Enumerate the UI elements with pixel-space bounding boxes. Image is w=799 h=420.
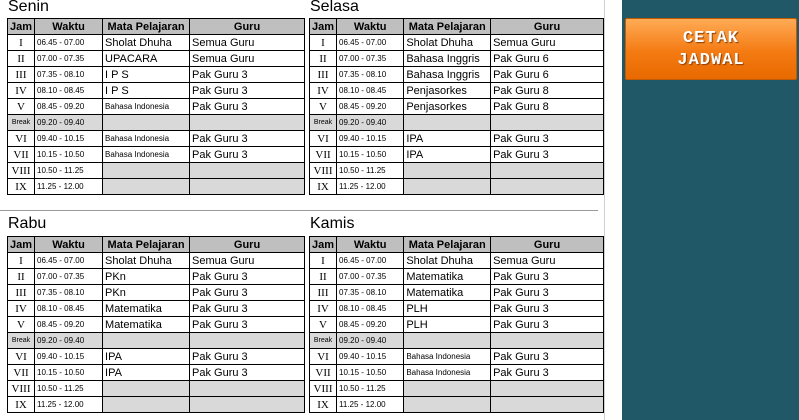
header-jam[interactable]: Jam <box>310 19 337 35</box>
cell-guru[interactable]: Pak Guru 3 <box>491 365 604 381</box>
cell-guru[interactable] <box>190 333 305 349</box>
cell-jam[interactable]: VII <box>8 147 35 163</box>
cell-mapel[interactable]: IPA <box>404 147 491 163</box>
cell-mapel[interactable]: Bahasa Indonesia <box>404 349 491 365</box>
table-row <box>310 115 604 131</box>
cell-waktu[interactable]: 07.35 - 08.10 <box>35 67 103 83</box>
table-row <box>310 35 604 51</box>
cell-guru[interactable]: Pak Guru 3 <box>190 285 305 301</box>
cell-mapel[interactable] <box>103 333 190 349</box>
cell-jam[interactable]: IV <box>310 301 337 317</box>
cell-waktu[interactable]: 09.20 - 09.40 <box>337 333 404 349</box>
table-row <box>310 301 604 317</box>
cell-guru[interactable] <box>190 115 305 131</box>
cell-jam[interactable]: IX <box>310 179 337 195</box>
schedule-table-kamis <box>309 236 604 413</box>
table-row <box>8 381 305 397</box>
table-row <box>8 99 305 115</box>
day-title-selasa: Selasa <box>310 0 359 15</box>
cetak-label: CETAK <box>682 29 739 48</box>
cell-jam[interactable]: VIII <box>8 163 35 179</box>
cell-waktu[interactable]: 10.50 - 11.25 <box>337 381 404 397</box>
cell-waktu[interactable]: 07.35 - 08.10 <box>35 285 103 301</box>
cell-waktu[interactable]: 06.45 - 07.00 <box>337 35 404 51</box>
cell-jam[interactable]: III <box>8 285 35 301</box>
cell-mapel[interactable]: Sholat Dhuha <box>103 253 190 269</box>
header-jam[interactable]: Jam <box>8 237 35 253</box>
table-row <box>310 333 604 349</box>
cell-mapel[interactable]: PLH <box>404 301 491 317</box>
cell-jam[interactable]: Break <box>8 115 35 131</box>
cell-jam[interactable]: VI <box>8 131 35 147</box>
header-mapel[interactable]: Mata Pelajaran <box>103 237 190 253</box>
cell-waktu[interactable]: 10.15 - 10.50 <box>337 365 404 381</box>
cell-mapel[interactable]: PKn <box>103 269 190 285</box>
table-row <box>310 349 604 365</box>
cell-guru[interactable]: Pak Guru 3 <box>491 285 604 301</box>
cell-waktu[interactable]: 11.25 - 12.00 <box>35 179 103 195</box>
table-row <box>8 179 305 195</box>
day-title-rabu: Rabu <box>8 215 47 232</box>
table-row <box>310 381 604 397</box>
cell-waktu[interactable]: 08.10 - 08.45 <box>35 83 103 99</box>
cell-waktu[interactable]: 09.40 - 10.15 <box>35 349 103 365</box>
cell-jam[interactable]: VIII <box>8 381 35 397</box>
table-row <box>8 163 305 179</box>
cell-guru[interactable] <box>491 163 604 179</box>
table-row <box>8 51 305 67</box>
cell-mapel[interactable]: Bahasa Inggris <box>404 67 491 83</box>
header-row <box>310 237 604 253</box>
cell-mapel[interactable]: UPACARA <box>103 51 190 67</box>
cell-waktu[interactable]: 10.15 - 10.50 <box>35 365 103 381</box>
cell-mapel[interactable] <box>103 115 190 131</box>
table-row <box>310 51 604 67</box>
sheet-gap <box>605 0 622 420</box>
header-guru[interactable]: Guru <box>491 19 604 35</box>
cell-guru[interactable] <box>491 381 604 397</box>
cell-guru[interactable]: Semua Guru <box>491 253 604 269</box>
table-row <box>8 333 305 349</box>
day-title-kamis: Kamis <box>310 215 355 232</box>
cell-jam[interactable]: VII <box>8 365 35 381</box>
table-row <box>8 131 305 147</box>
cell-jam[interactable]: III <box>310 67 337 83</box>
header-jam[interactable]: Jam <box>8 19 35 35</box>
cell-jam[interactable]: II <box>310 269 337 285</box>
cell-guru[interactable] <box>190 397 305 413</box>
cell-waktu[interactable]: 09.40 - 10.15 <box>35 131 103 147</box>
cell-jam[interactable]: Break <box>8 333 35 349</box>
table-row <box>8 115 305 131</box>
cell-jam[interactable]: IX <box>310 397 337 413</box>
schedule-table-rabu <box>7 236 305 413</box>
cell-mapel[interactable]: Matematika <box>103 301 190 317</box>
table-row <box>8 301 305 317</box>
table-row <box>310 253 604 269</box>
day-title-senin: Senin <box>8 0 49 15</box>
cell-guru[interactable]: Pak Guru 3 <box>190 99 305 115</box>
table-row <box>8 317 305 333</box>
cell-mapel[interactable]: Sholat Dhuha <box>103 35 190 51</box>
schedule-table-senin <box>7 18 305 195</box>
cell-waktu[interactable]: 08.45 - 09.20 <box>337 317 404 333</box>
cell-jam[interactable]: IX <box>8 397 35 413</box>
cell-guru[interactable] <box>491 397 604 413</box>
cell-jam[interactable]: II <box>8 269 35 285</box>
cell-mapel[interactable] <box>404 179 491 195</box>
cell-guru[interactable]: Pak Guru 3 <box>190 301 305 317</box>
header-jam[interactable]: Jam <box>310 237 337 253</box>
cell-waktu[interactable]: 10.50 - 11.25 <box>35 163 103 179</box>
cell-guru[interactable]: Pak Guru 3 <box>491 269 604 285</box>
table-row <box>310 317 604 333</box>
cell-waktu[interactable]: 08.10 - 08.45 <box>337 301 404 317</box>
cell-waktu[interactable]: 08.45 - 09.20 <box>35 317 103 333</box>
cell-jam[interactable]: VI <box>310 349 337 365</box>
cell-jam[interactable]: Break <box>310 333 337 349</box>
cell-waktu[interactable]: 07.35 - 08.10 <box>337 285 404 301</box>
table-row <box>8 397 305 413</box>
header-row <box>310 19 604 35</box>
table-row <box>310 99 604 115</box>
cell-waktu[interactable]: 08.10 - 08.45 <box>35 301 103 317</box>
table-row <box>310 163 604 179</box>
cell-guru[interactable] <box>190 163 305 179</box>
cell-guru[interactable]: Pak Guru 3 <box>491 147 604 163</box>
jadwal-label: JADWAL <box>677 51 745 70</box>
table-row <box>310 83 604 99</box>
cell-waktu[interactable]: 07.00 - 07.35 <box>35 269 103 285</box>
cell-waktu[interactable]: 10.50 - 11.25 <box>337 163 404 179</box>
table-row <box>310 67 604 83</box>
cell-jam[interactable]: VIII <box>310 163 337 179</box>
cell-jam[interactable]: VII <box>310 147 337 163</box>
cell-mapel[interactable]: Matematika <box>404 285 491 301</box>
cell-mapel[interactable]: Matematika <box>404 269 491 285</box>
cell-mapel[interactable]: PKn <box>103 285 190 301</box>
cell-mapel[interactable]: Sholat Dhuha <box>404 253 491 269</box>
cell-mapel[interactable]: Bahasa Indonesia <box>404 365 491 381</box>
cell-mapel[interactable]: Sholat Dhuha <box>404 35 491 51</box>
cell-guru[interactable]: Pak Guru 3 <box>190 131 305 147</box>
cell-jam[interactable]: V <box>8 317 35 333</box>
cell-jam[interactable]: II <box>310 51 337 67</box>
cell-waktu[interactable]: 10.15 - 10.50 <box>337 147 404 163</box>
cell-waktu[interactable]: 06.45 - 07.00 <box>337 253 404 269</box>
table-row <box>8 349 305 365</box>
cell-jam[interactable]: VII <box>310 365 337 381</box>
cell-jam[interactable]: I <box>8 35 35 51</box>
cell-mapel[interactable] <box>404 381 491 397</box>
cell-guru[interactable]: Pak Guru 6 <box>491 51 604 67</box>
cell-guru[interactable]: Pak Guru 3 <box>190 365 305 381</box>
sidebar-panel <box>622 0 799 420</box>
section-divider <box>0 210 598 211</box>
cell-waktu[interactable]: 08.45 - 09.20 <box>35 99 103 115</box>
cell-waktu[interactable]: 07.35 - 08.10 <box>337 67 404 83</box>
cell-guru[interactable]: Pak Guru 8 <box>491 83 604 99</box>
cell-jam[interactable]: IV <box>8 301 35 317</box>
cell-waktu[interactable]: 09.20 - 09.40 <box>35 333 103 349</box>
header-waktu[interactable]: Waktu <box>35 237 103 253</box>
table-row <box>8 83 305 99</box>
header-guru[interactable]: Guru <box>190 19 305 35</box>
table-row <box>8 365 305 381</box>
cetak-jadwal-button[interactable] <box>625 18 797 80</box>
cell-guru[interactable]: Pak Guru 3 <box>190 349 305 365</box>
cell-guru[interactable] <box>491 179 604 195</box>
table-row <box>310 131 604 147</box>
cell-guru[interactable]: Pak Guru 3 <box>190 83 305 99</box>
cell-waktu[interactable]: 10.15 - 10.50 <box>35 147 103 163</box>
table-row <box>8 147 305 163</box>
cell-jam[interactable]: II <box>8 51 35 67</box>
cell-waktu[interactable]: 07.00 - 07.35 <box>35 51 103 67</box>
table-row <box>8 285 305 301</box>
cell-mapel[interactable] <box>404 163 491 179</box>
cell-guru[interactable]: Pak Guru 3 <box>190 147 305 163</box>
table-row <box>8 35 305 51</box>
table-row <box>310 397 604 413</box>
cell-mapel[interactable]: IPA <box>103 349 190 365</box>
cell-waktu[interactable]: 09.40 - 10.15 <box>337 349 404 365</box>
cell-jam[interactable]: V <box>8 99 35 115</box>
cell-mapel[interactable]: Penjasorkes <box>404 83 491 99</box>
cell-waktu[interactable]: 09.40 - 10.15 <box>337 131 404 147</box>
cell-guru[interactable]: Pak Guru 3 <box>190 67 305 83</box>
cell-jam[interactable]: I <box>310 35 337 51</box>
cell-jam[interactable]: Break <box>310 115 337 131</box>
cell-mapel[interactable]: IPA <box>404 131 491 147</box>
cell-waktu[interactable]: 09.20 - 09.40 <box>35 115 103 131</box>
cell-jam[interactable]: VIII <box>310 381 337 397</box>
cell-waktu[interactable]: 10.50 - 11.25 <box>35 381 103 397</box>
header-row <box>8 19 305 35</box>
cell-waktu[interactable]: 06.45 - 07.00 <box>35 35 103 51</box>
cell-mapel[interactable]: I P S <box>103 83 190 99</box>
header-mapel[interactable]: Mata Pelajaran <box>404 19 491 35</box>
cell-jam[interactable]: V <box>310 99 337 115</box>
cell-jam[interactable]: I <box>8 253 35 269</box>
cell-waktu[interactable]: 07.00 - 07.35 <box>337 51 404 67</box>
table-row <box>8 67 305 83</box>
cell-guru[interactable]: Pak Guru 3 <box>491 349 604 365</box>
cell-guru[interactable] <box>190 179 305 195</box>
header-mapel[interactable]: Mata Pelajaran <box>404 237 491 253</box>
cell-jam[interactable]: IX <box>8 179 35 195</box>
cell-waktu[interactable]: 08.45 - 09.20 <box>337 99 404 115</box>
cell-mapel[interactable]: Bahasa Inggris <box>404 51 491 67</box>
table-row <box>8 253 305 269</box>
cell-jam[interactable]: III <box>8 67 35 83</box>
table-row <box>310 179 604 195</box>
table-row <box>310 285 604 301</box>
cell-mapel[interactable]: Bahasa Indonesia <box>103 147 190 163</box>
cell-guru[interactable]: Pak Guru 3 <box>491 301 604 317</box>
header-mapel[interactable]: Mata Pelajaran <box>103 19 190 35</box>
cell-waktu[interactable]: 08.10 - 08.45 <box>337 83 404 99</box>
cell-guru[interactable]: Pak Guru 3 <box>190 269 305 285</box>
header-guru[interactable]: Guru <box>190 237 305 253</box>
cell-waktu[interactable]: 07.00 - 07.35 <box>337 269 404 285</box>
cell-guru[interactable] <box>190 381 305 397</box>
header-row <box>8 237 305 253</box>
cell-guru[interactable] <box>491 333 604 349</box>
cell-mapel[interactable]: PLH <box>404 317 491 333</box>
table-row <box>310 365 604 381</box>
cell-waktu[interactable]: 11.25 - 12.00 <box>337 397 404 413</box>
cell-guru[interactable]: Pak Guru 6 <box>491 67 604 83</box>
cell-mapel[interactable] <box>404 397 491 413</box>
cell-mapel[interactable] <box>103 163 190 179</box>
cell-jam[interactable]: VI <box>8 349 35 365</box>
schedule-table-selasa <box>309 18 604 195</box>
cell-guru[interactable]: Pak Guru 8 <box>491 99 604 115</box>
cell-jam[interactable]: VI <box>310 131 337 147</box>
cell-guru[interactable]: Semua Guru <box>190 51 305 67</box>
cell-mapel[interactable] <box>103 381 190 397</box>
cell-mapel[interactable]: I P S <box>103 67 190 83</box>
header-waktu[interactable]: Waktu <box>337 237 404 253</box>
table-row <box>8 269 305 285</box>
cell-guru[interactable]: Semua Guru <box>190 253 305 269</box>
cell-guru[interactable] <box>491 115 604 131</box>
cell-mapel[interactable]: Bahasa Indonesia <box>103 99 190 115</box>
cell-mapel[interactable]: Matematika <box>103 317 190 333</box>
cell-waktu[interactable]: 06.45 - 07.00 <box>35 253 103 269</box>
table-row <box>310 269 604 285</box>
cell-jam[interactable]: III <box>310 285 337 301</box>
cell-mapel[interactable] <box>103 179 190 195</box>
header-guru[interactable]: Guru <box>491 237 604 253</box>
cell-guru[interactable]: Semua Guru <box>491 35 604 51</box>
table-row <box>310 147 604 163</box>
cell-jam[interactable]: IV <box>310 83 337 99</box>
cell-guru[interactable]: Semua Guru <box>190 35 305 51</box>
cell-jam[interactable]: I <box>310 253 337 269</box>
cell-guru[interactable]: Pak Guru 3 <box>190 317 305 333</box>
cell-waktu[interactable]: 09.20 - 09.40 <box>337 115 404 131</box>
header-waktu[interactable]: Waktu <box>35 19 103 35</box>
cell-mapel[interactable]: Penjasorkes <box>404 99 491 115</box>
cell-mapel[interactable] <box>404 333 491 349</box>
cell-guru[interactable]: Pak Guru 3 <box>491 131 604 147</box>
cell-mapel[interactable] <box>404 115 491 131</box>
cell-jam[interactable]: IV <box>8 83 35 99</box>
header-waktu[interactable]: Waktu <box>337 19 404 35</box>
cell-waktu[interactable]: 11.25 - 12.00 <box>337 179 404 195</box>
cell-mapel[interactable] <box>103 397 190 413</box>
cell-jam[interactable]: V <box>310 317 337 333</box>
cell-mapel[interactable]: Bahasa Indonesia <box>103 131 190 147</box>
cell-waktu[interactable]: 11.25 - 12.00 <box>35 397 103 413</box>
cell-mapel[interactable]: IPA <box>103 365 190 381</box>
cell-guru[interactable]: Pak Guru 3 <box>491 317 604 333</box>
